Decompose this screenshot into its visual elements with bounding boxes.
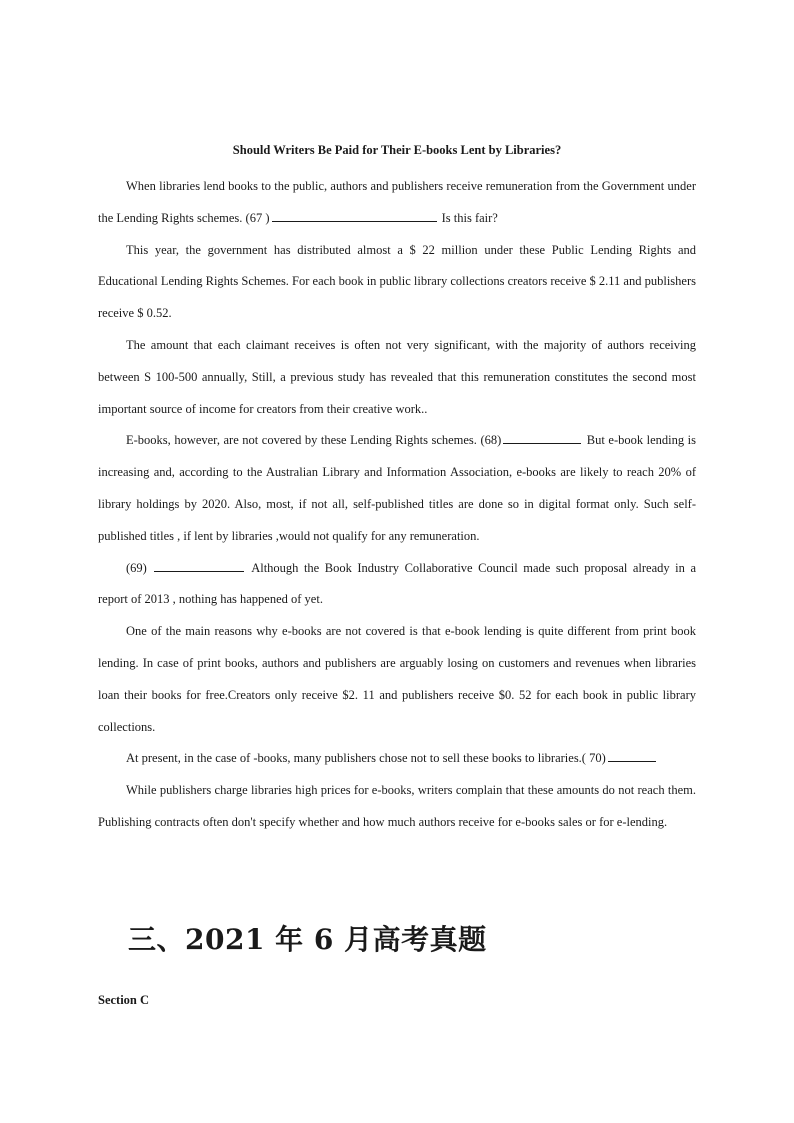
paragraph-3: The amount that each claimant receives is often not very significant, with the majority of authors receiving between S 100-500 annually, Still, a previous study has revealed that this remuneration constitutes the second most important source of income for creators from their creative work.. <box>98 337 696 416</box>
paragraph-1-text-b: Is this fair? <box>438 210 498 225</box>
article <box>98 140 696 839</box>
answer-blank-67[interactable] <box>272 209 437 222</box>
paragraph-7-text-a: At present, in the case of -books, many publishers chose not to sell these books to libraries.( 70) <box>126 751 606 766</box>
paragraph-1 <box>98 171 696 235</box>
section-label: Section C <box>98 993 150 1007</box>
answer-blank-70[interactable] <box>608 749 656 762</box>
paragraph-5 <box>98 553 696 617</box>
article-title: Should Writers Be Paid for Their E-books Lent by Libraries? <box>232 143 562 157</box>
paragraph-4-text-b: But e-book lending is increasing and, according to the Australian Library and Information Association, e-books are likely to reach 20% of library holdings by 2020. Also, most, if not all, self-published titles are done so in digital format only. Such self-published titles , if lent by libraries ,would not qualify for any remuneration. <box>98 433 696 543</box>
paragraph-4 <box>98 425 696 552</box>
paragraph-4-text-a: E-books, however, are not covered by these Lending Rights schemes. (68) <box>126 433 502 448</box>
section-heading: 三、2021 年 6 月高考真题 <box>128 923 487 956</box>
paragraph-8: While publishers charge libraries high prices for e-books, writers complain that these amounts do not reach them. Publishing contracts often don't specify whether and how much authors receive for e-books sales or for e-lending. <box>98 783 696 829</box>
paragraph-6: One of the main reasons why e-books are not covered is that e-book lending is quite different from print book lending. In case of print books, authors and publishers are arguably losing on customers and revenues when libraries loan their books for free.Creators only receive $2. 11 and publishers receive $0. 52 for each book in public library collections. <box>98 624 696 734</box>
paragraph-5-text-a: (69) <box>126 560 153 575</box>
paragraph-5-text-b: Although the Book Industry Collaborative Council made such proposal already in a report of 2013 , nothing has happened of yet. <box>98 560 696 607</box>
answer-blank-68[interactable] <box>503 431 581 444</box>
answer-blank-69[interactable] <box>154 559 244 572</box>
paragraph-7 <box>98 743 696 775</box>
paragraph-1-text-a: When libraries lend books to the public, authors and publishers receive remuneration from the Government under the Lending Rights schemes. (67 ) <box>98 179 696 225</box>
paragraph-2: This year, the government has distributed almost a $ 22 million under these Public Lending Rights and Educational Lending Rights Schemes. For each book in public library collections creators receive $ 2.11 and publishers receive $ 0.52. <box>98 242 696 321</box>
